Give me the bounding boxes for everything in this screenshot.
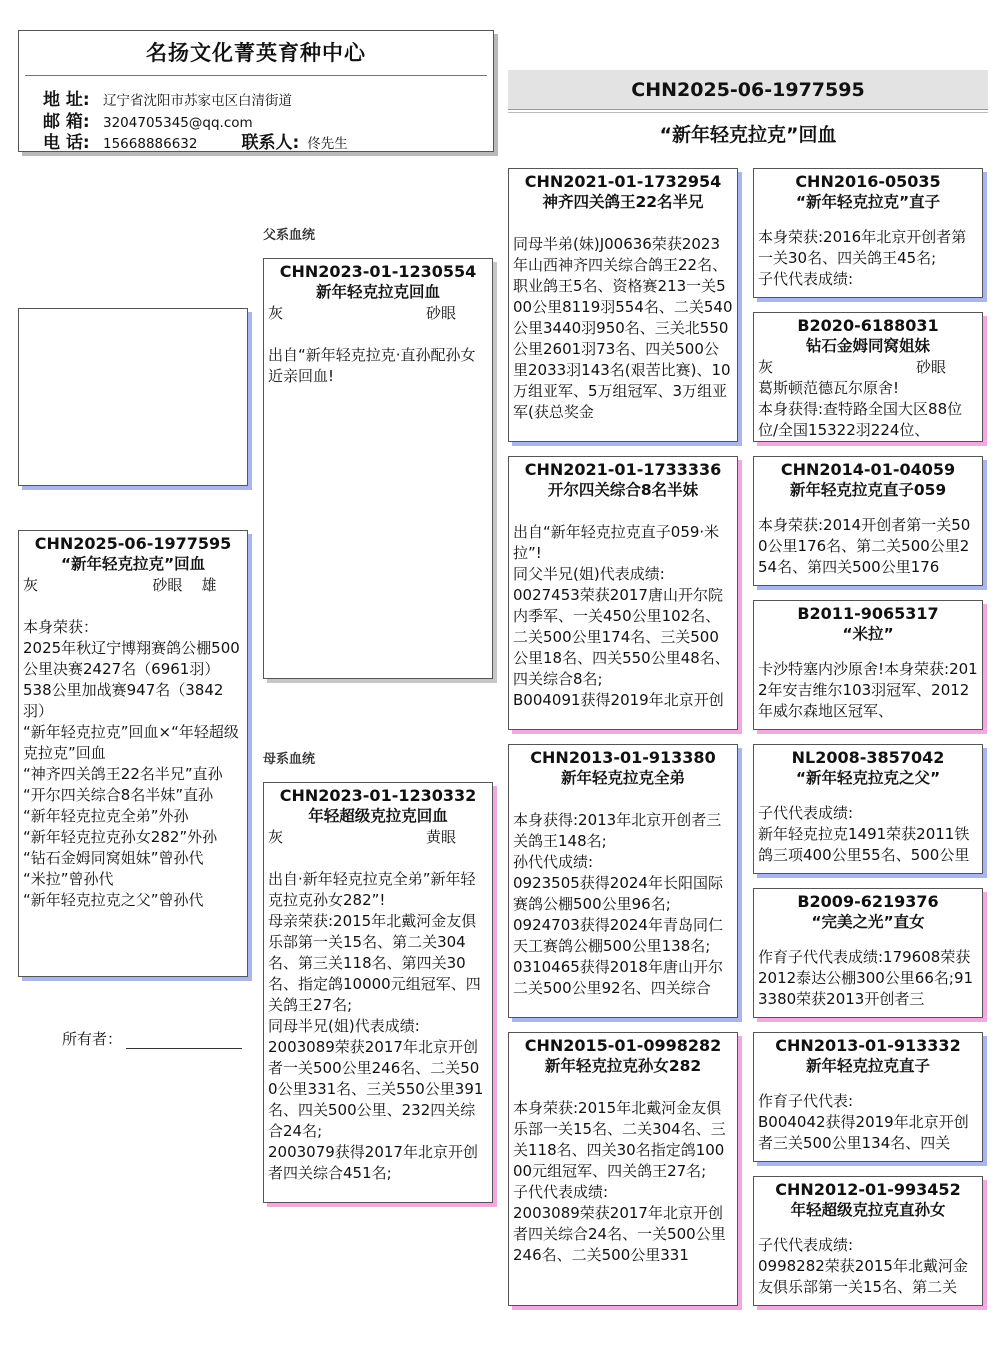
card-body: 本身荣获:2016年北京开创者第一关30名、四关鸽王45名; 子代代表成绩: [758,228,967,288]
contact-value: 佟先生 [307,136,348,152]
card-name: 钻石金姆同窝姐妹 [805,337,930,355]
card-body: 本身荣获： 2025年秋辽宁博翔赛鸽公棚500公里决赛2427名（6961羽） 538公里加战赛947名（3842羽） “新年轻克拉克”回血×“年轻超级克拉克”回血 “神齐四关鸽王22名半兄”直孙 “开尔四关综合8名半妹”直孙 “新年轻克拉克全弟”外孙 “新年轻克拉克孙女282”外孙 “钻石金姆同窝姐妹”曾孙代 “米拉”曾孙代 “新年轻克拉克之父”曾孙代 [23,618,240,909]
card-body: 出自“新年轻克拉克·直孙配孙女近亲回血! [268,346,476,385]
phone-row [43,128,348,153]
card-attrs: 灰 黄眼 [268,828,457,846]
card-body: 同母半弟(妹)J00636荣获2023年山西神齐四关综合鸽王22名、职业鸽王5名、资格赛213一关500公里8119羽554名、二关540公里3440羽950名、三关北550公里2601羽73名、四关500公里2033羽143名(艰苦比赛)、10万组亚军、5万组冠军、3万组亚军(获总奖金 [513,235,733,421]
header-divider [25,75,487,76]
card-ring: B2009-6219376 [797,892,939,911]
card-ring: CHN2023-01-1230554 [279,262,477,281]
contact-label: 联系人: [241,133,300,153]
email-label: 邮 箱: [43,112,90,132]
card-ring: CHN2016-05035 [795,172,941,191]
card-attrs: 灰 砂眼 雄 [23,576,217,594]
dam-card [263,782,493,1203]
card-body: 葛斯顿范德瓦尔原舍! 本身获得:查特路全国大区88位位/全国15322羽224位、 [758,379,963,439]
sire-sire-card [508,168,738,442]
card-ring: NL2008-3857042 [791,748,945,767]
card-name: 新年轻克拉克全弟 [560,769,685,787]
card-ring: CHN2023-01-1230332 [279,786,477,805]
dam-sire-dam-card [753,888,983,1018]
owner-field [62,1028,242,1049]
card-name: 新年轻克拉克直子059 [789,481,947,499]
card-body: 出自“新年轻克拉克直子059·米拉”! 同父半兄(姐)代表成绩: 0027453荣获2017唐山开尔院内季军、一关450公里102名、二关500公里174名、三关500公里18名、四关550公里48名、四关综合8名; B004091获得2019年北京开创 [513,523,730,709]
subject-card [18,530,248,977]
subject-name: “新年轻克拉克”回血 [659,124,837,146]
card-name: “米拉” [842,625,894,643]
address-label: 地 址: [43,90,90,110]
dam-line-label: 母系血统 [263,752,316,767]
card-name: 新年轻克拉克直子 [805,1057,930,1075]
loft-name: 名扬文化菁英育种中心 [146,41,366,65]
sire-card [263,258,493,679]
card-attrs: 灰 砂眼 [758,358,947,376]
card-ring: CHN2013-01-913332 [775,1036,961,1055]
sire-dam-sire-card [753,456,983,586]
card-ring: CHN2014-01-04059 [780,460,956,479]
card-name: “新年轻克拉克之父” [795,769,941,787]
card-body: 作育子代代表成绩:179608荣获2012泰达公棚300公里66名;913380荣获2013开创者三 [758,948,974,1008]
phone-label: 电 话: [43,133,90,153]
card-ring: CHN2012-01-993452 [775,1180,961,1199]
card-name: 开尔四关综合8名半妹 [547,481,699,499]
dam-dam-sire-card [753,1032,983,1162]
dam-dam-card [508,1032,738,1306]
card-name: “新年轻克拉克”直子 [795,193,941,211]
subject-ring-banner: CHN2025-06-1977595 [508,70,988,110]
card-name: 年轻超级克拉克回血 [308,807,448,825]
card-ring: CHN2021-01-1732954 [524,172,722,191]
card-body: 子代代表成绩: 新年轻克拉克1491荣获2011铁鸽三项400公里55名、500公里 [758,804,970,864]
email-value[interactable]: 3204705345@qq.com [103,115,253,131]
card-ring: CHN2025-06-1977595 [34,534,232,553]
card-ring: CHN2015-01-0998282 [524,1036,722,1055]
card-body: 作育子代代表: B004042获得2019年北京开创者三关500公里134名、四关 [758,1092,969,1152]
dam-sire-sire-card [753,744,983,874]
phone-value: 15668886632 [103,136,198,152]
card-body: 卡沙特塞内沙原舍!本身荣获:2012年安吉维尔103羽冠军、2012年威尔森地区冠军、 [758,660,978,720]
owner-label: 所有者： [62,1030,123,1048]
card-ring: CHN2013-01-913380 [530,748,716,767]
card-name: “新年轻克拉克”回血 [60,555,206,573]
dam-sire-card [508,744,738,1018]
card-body: 本身荣获:2015年北戴河金友俱乐部一关15名、二关304名、三关118名、四关30名指定鸽10000元组冠军、四关鸽王27名; 子代代表成绩: 2003089荣获2017年北京开创者四关综合24名、一关500公里246名、二关500公里331 [513,1099,726,1264]
sire-dam-card [508,456,738,730]
card-ring: B2011-9065317 [797,604,939,623]
dam-dam-dam-card [753,1176,983,1306]
card-ring: B2020-6188031 [797,316,939,335]
card-name: 神齐四关鸽王22名半兄 [542,193,704,211]
owner-signature-line [126,1034,242,1049]
card-name: 新年轻克拉克回血 [315,283,440,301]
card-body: 本身荣获:2014开创者第一关500公里176名、第二关500公里254名、第四关500公里176 [758,516,971,576]
subject-divider [508,112,988,113]
card-name: 新年轻克拉克孙女282 [544,1057,702,1075]
sire-sire-sire-card [753,168,983,298]
card-ring: CHN2021-01-1733336 [524,460,722,479]
card-body: 出自·新年轻克拉克全弟”新年轻克拉克孙女282”! 母亲荣获:2015年北戴河金友俱乐部第一关15名、第二关304名、第三关118名、第四关30名、指定鸽10000元组冠军、四关鸽王27名; 同母半兄(姐)代表成绩: 2003089荣获2017年北京开创者一关500公里246名、二关500公里331名、三关550公里391名、四关500公里、232四关综合24名; 2003079获得2017年北京开创者四关综合451名; [268,870,484,1182]
loft-info-card [18,30,494,152]
pigeon-photo-box [18,308,248,486]
sire-sire-dam-card [753,312,983,442]
card-attrs: 灰 砂眼 [268,304,457,322]
card-body: 本身获得:2013年北京开创者三关鸽王148名; 孙代代成绩: 0923505获得2024年长阳国际赛鸽公棚500公里96名; 0924703获得2024年青岛同仁天工赛鸽公棚500公里138名; 0310465获得2018年唐山开尔二关500公里92名、四关综合 [513,811,723,997]
sire-line-label: 父系血统 [263,228,316,243]
card-name: 年轻超级克拉克直孙女 [790,1201,946,1219]
card-body: 子代代表成绩: 0998282荣获2015年北戴河金友俱乐部第一关15名、第二关 [758,1236,968,1296]
sire-dam-dam-card [753,600,983,730]
address-value: 辽宁省沈阳市苏家屯区白清街道 [103,93,292,109]
card-name: “完美之光”直女 [811,913,925,931]
